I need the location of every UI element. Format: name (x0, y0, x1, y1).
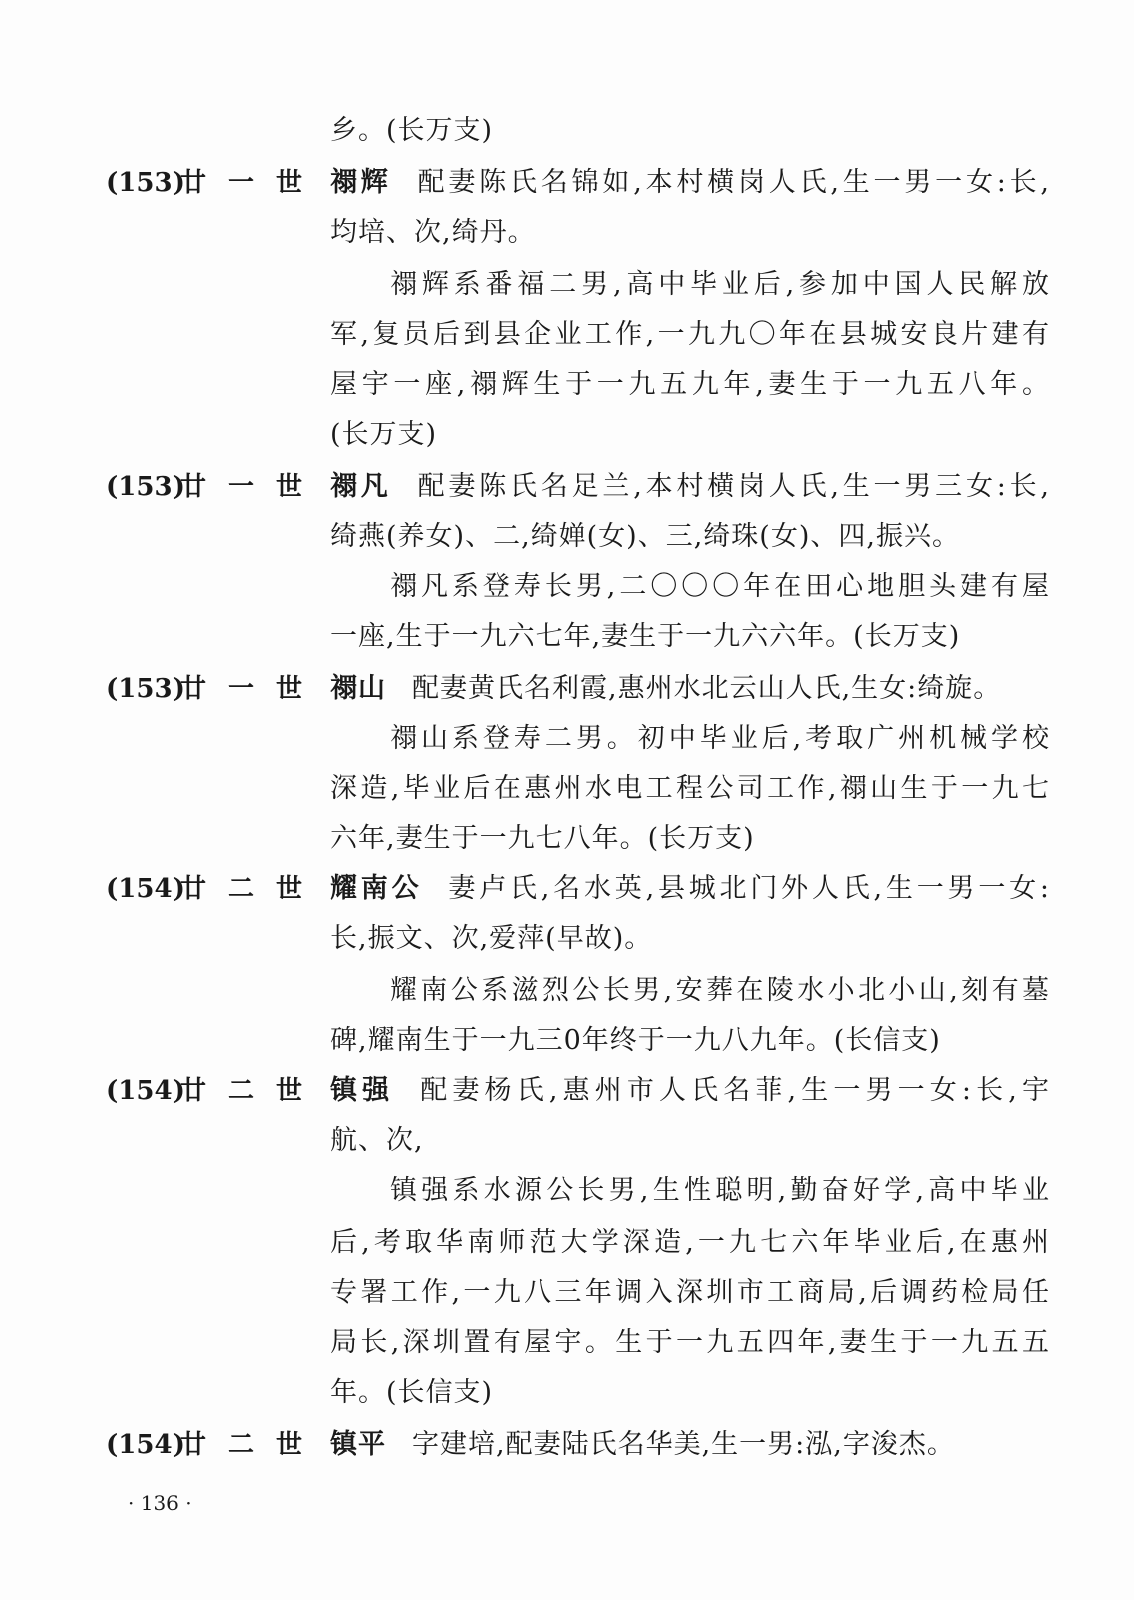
paragraph-line: 六年,妻生于一九七八年。(长万支) (330, 823, 755, 854)
paragraph-line: 禤辉系番福二男,高中毕业后,参加中国人民解放 (390, 269, 1050, 300)
generation-label (106, 664, 302, 714)
generation-word: 廿一世 (180, 674, 302, 704)
generation-label (106, 1420, 302, 1470)
generation-word: 廿二世 (180, 1430, 302, 1460)
entry-text: 配妻陈氏名锦如,本村横岗人氏,生一男一女:长, (417, 167, 1051, 198)
entry-heading-line (330, 462, 1050, 512)
entry-heading-line (330, 864, 1050, 914)
generation-word: 廿一世 (180, 168, 302, 198)
paragraph-line: 禤凡系登寿长男,二〇〇〇年在田心地胆头建有屋 (390, 571, 1050, 602)
paragraph-line: 年。(长信支) (330, 1377, 494, 1408)
person-name: 镇强 (330, 1075, 395, 1106)
paragraph-line: 深造,毕业后在惠州水电工程公司工作,禤山生于一九七 (330, 773, 1050, 804)
entry-text: 配妻陈氏名足兰,本村横岗人氏,生一男三女:长, (417, 471, 1051, 502)
generation-word: 廿二世 (180, 874, 302, 904)
generation-word: 廿二世 (180, 1076, 302, 1106)
generation-word: 廿一世 (180, 472, 302, 502)
paragraph-line: 禤山系登寿二男。初中毕业后,考取广州机械学校 (390, 723, 1050, 754)
entry-text: 配妻杨氏,惠州市人氏名菲,生一男一女:长,宇 (420, 1075, 1051, 1106)
entry-heading-line (330, 158, 1050, 208)
generation-label (106, 158, 302, 208)
generation-number: (153) (106, 472, 185, 502)
generation-label (106, 462, 302, 512)
page-number: · 136 · (128, 1491, 192, 1515)
generation-label (106, 1066, 302, 1116)
generation-number: (153) (106, 674, 185, 704)
paragraph-line: 镇强系水源公长男,生性聪明,勤奋好学,高中毕业 (390, 1175, 1050, 1206)
entry-heading-line (330, 1066, 1050, 1116)
generation-number: (154) (106, 874, 185, 904)
person-name: 禤凡 (330, 471, 392, 502)
person-name: 禤辉 (330, 167, 392, 198)
entry-text-line: 航、次, (330, 1125, 424, 1156)
paragraph-line: 一座,生于一九六七年,妻生于一九六六年。(长万支) (330, 621, 961, 652)
continuation-line: 乡。(长万支) (330, 115, 494, 146)
paragraph-line: 后,考取华南师范大学深造,一九七六年毕业后,在惠州 (330, 1227, 1050, 1258)
generation-label (106, 864, 302, 914)
generation-number: (154) (106, 1076, 185, 1106)
paragraph-line: 耀南公系滋烈公长男,安葬在陵水小北小山,刻有墓 (390, 975, 1050, 1006)
person-name: 禤山 (330, 673, 386, 704)
generation-number: (154) (106, 1430, 185, 1460)
paragraph-line: 专署工作,一九八三年调入深圳市工商局,后调药检局任 (330, 1277, 1050, 1308)
entry-text: 配妻黄氏名利霞,惠州水北云山人氏,生女:绮旋。 (412, 673, 1002, 704)
paragraph-line: (长万支) (330, 419, 438, 450)
paragraph-line: 屋宇一座,禤辉生于一九五九年,妻生于一九五八年。 (330, 369, 1050, 400)
entry-text-line: 均培、次,绮丹。 (330, 217, 536, 248)
paragraph-line: 碑,耀南生于一九三0年终于一九八九年。(长信支) (330, 1025, 941, 1056)
paragraph-line: 局长,深圳置有屋宇。生于一九五四年,妻生于一九五五 (330, 1327, 1050, 1358)
entry-text: 字建培,配妻陆氏名华美,生一男:泓,字浚杰。 (412, 1429, 955, 1460)
generation-number: (153) (106, 168, 185, 198)
entry-text: 妻卢氏,名水英,县城北门外人氏,生一男一女: (448, 873, 1051, 904)
entry-heading-line (330, 1420, 1050, 1470)
person-name: 耀南公 (330, 873, 423, 904)
paragraph-line: 军,复员后到县企业工作,一九九〇年在县城安良片建有 (330, 319, 1050, 350)
entry-heading-line (330, 664, 1050, 714)
entry-text-line: 绮燕(养女)、二,绮婵(女)、三,绮珠(女)、四,振兴。 (330, 521, 960, 552)
person-name: 镇平 (330, 1429, 386, 1460)
entry-text-line: 长,振文、次,爱萍(早故)。 (330, 923, 653, 954)
